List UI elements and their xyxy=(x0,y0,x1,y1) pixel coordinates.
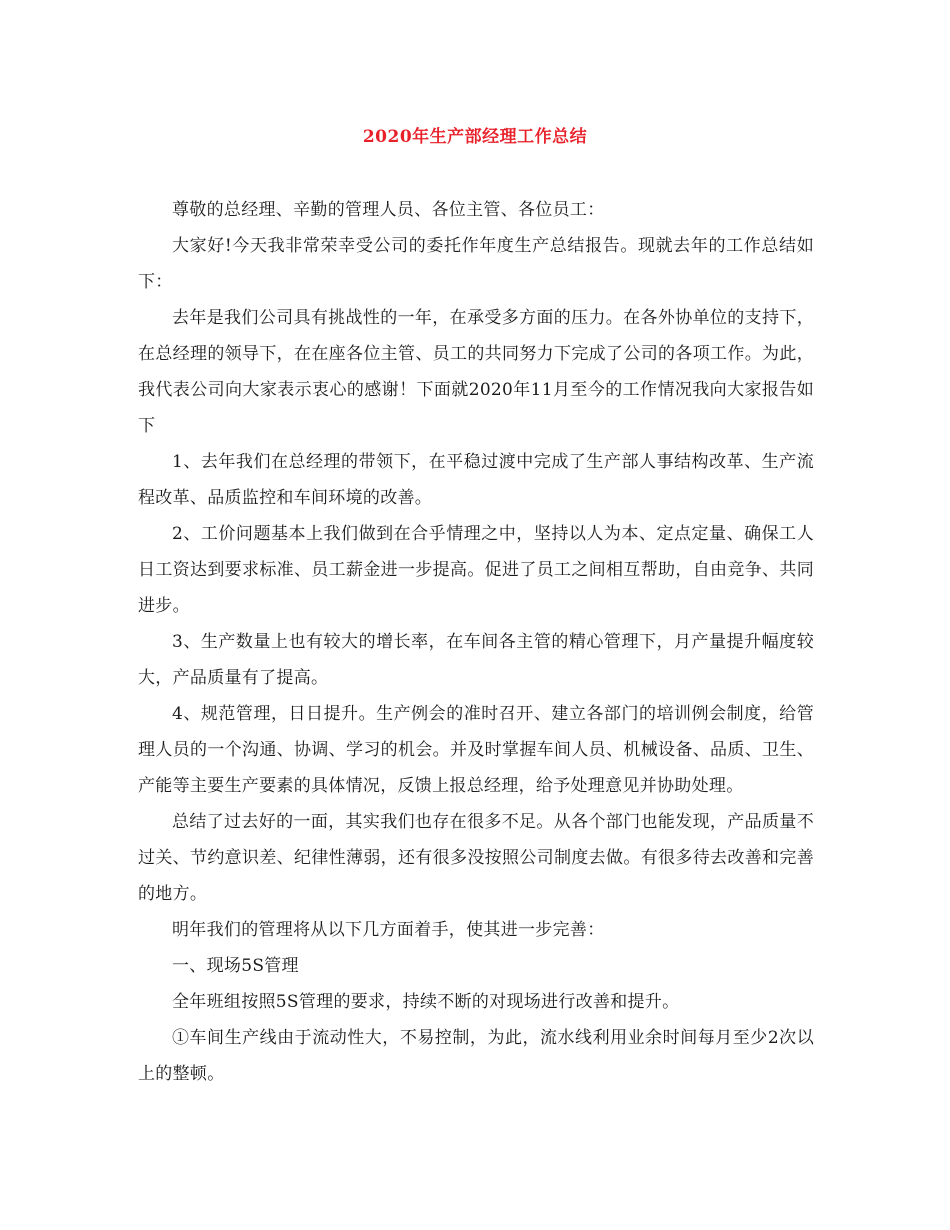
paragraph-year-review: 去年是我们公司具有挑战性的一年，在承受多方面的压力。在各外协单位的支持下，在总经理的领导下，在在座各位主管、员工的共同努力下完成了公司的各项工作。为此，我代表公司向大家表示衷心的感谢！下面就2020年11月至今的工作情况我向大家报告如下 xyxy=(138,308,814,436)
paragraph-next-year: 明年我们的管理将从以下几方面着手，使其进一步完善： xyxy=(172,920,605,940)
paragraph-5s-point-1: ①车间生产线由于流动性大，不易控制，为此，流水线利用业余时间每月至少2次以上的整顿。 xyxy=(138,1028,814,1084)
paragraph-opening: 大家好!今天我非常荣幸受公司的委托作年度生产总结报告。现就去年的工作总结如下： xyxy=(138,236,814,292)
section-heading-5s: 一、现场5S管理 xyxy=(172,956,299,976)
paragraph-shortcomings: 总结了过去好的一面，其实我们也存在很多不足。从各个部门也能发现，产品质量不过关、节约意识差、纪律性薄弱，还有很多没按照公司制度去做。有很多待去改善和完善的地方。 xyxy=(138,812,814,904)
paragraph-greeting: 尊敬的总经理、辛勤的管理人员、各位主管、各位员工： xyxy=(172,200,605,220)
paragraph-item-4: 4、规范管理，日日提升。生产例会的准时召开、建立各部门的培训例会制度，给管理人员的一个沟通、协调、学习的机会。并及时掌握车间人员、机械设备、品质、卫生、产能等主要生产要素的具体情况，反馈上报总经理，给予处理意见并协助处理。 xyxy=(138,704,814,796)
paragraph-item-1: 1、去年我们在总经理的带领下，在平稳过渡中完成了生产部人事结构改革、生产流程改革、品质监控和车间环境的改善。 xyxy=(138,452,814,508)
paragraph-item-2: 2、工价问题基本上我们做到在合乎情理之中，坚持以人为本、定点定量、确保工人日工资达到要求标准、员工薪金进一步提高。促进了员工之间相互帮助，自由竞争、共同进步。 xyxy=(138,524,814,616)
document-body xyxy=(138,192,814,1092)
paragraph-5s-intro: 全年班组按照5S管理的要求，持续不断的对现场进行改善和提升。 xyxy=(172,992,680,1012)
document-title: 2020年生产部经理工作总结 xyxy=(362,127,588,147)
paragraph-item-3: 3、生产数量上也有较大的增长率，在车间各主管的精心管理下，月产量提升幅度较大，产品质量有了提高。 xyxy=(138,632,814,688)
